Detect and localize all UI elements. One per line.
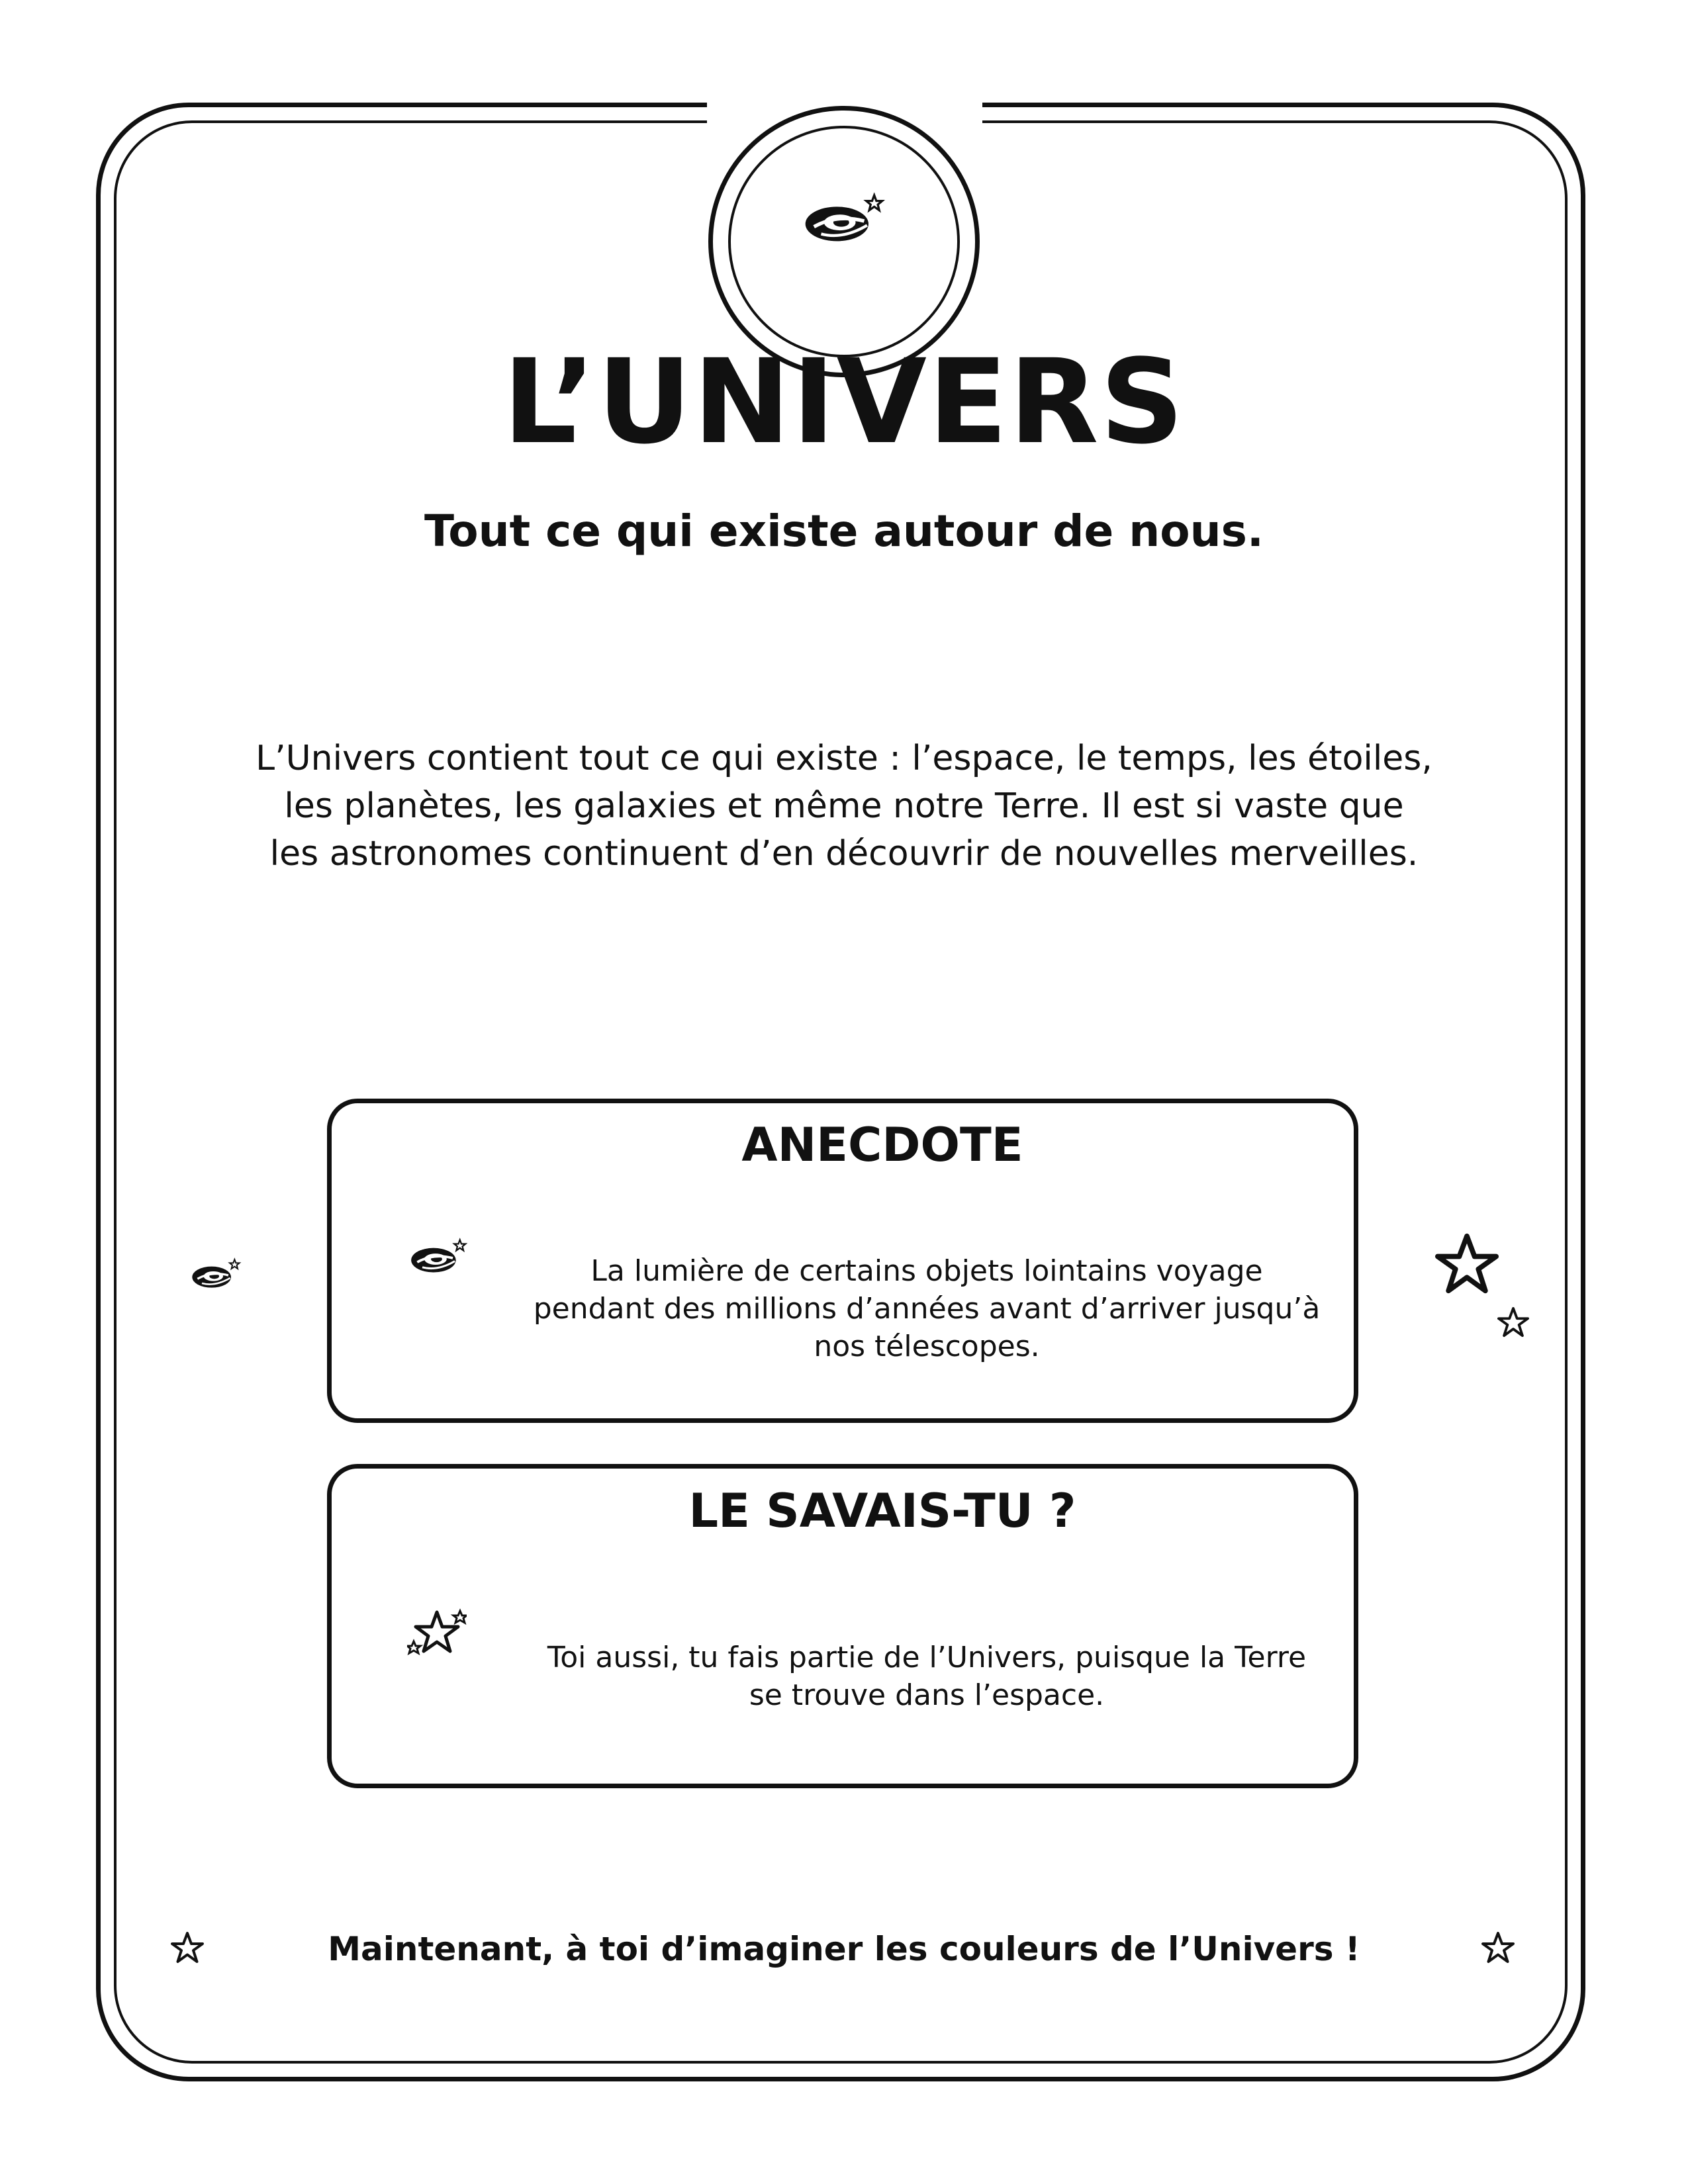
star-icon (1497, 1306, 1529, 1338)
intro-line: les astronomes continuent d’en découvrir de nouvelles merveilles. (269, 834, 1419, 874)
anecdote-text (523, 1252, 1331, 1365)
galaxy-icon (800, 192, 886, 250)
intro-paragraph (218, 735, 1470, 878)
page-subtitle: Tout ce qui existe autour de nous. (424, 506, 1264, 557)
did-you-know-line: Toi aussi, tu fais partie de l’Univers, puisque la Terre (547, 1641, 1307, 1674)
did-you-know-heading: LE SAVAIS-TU ? (688, 1484, 1076, 1538)
galaxy-icon (189, 1257, 242, 1293)
galaxy-icon (407, 1238, 468, 1279)
anecdote-heading: ANECDOTE (741, 1118, 1023, 1172)
did-you-know-text (523, 1639, 1331, 1714)
anecdote-line: nos télescopes. (814, 1330, 1040, 1363)
anecdote-line: La lumière de certains objets lointains voyage (590, 1254, 1263, 1288)
star-icon (1435, 1232, 1499, 1296)
anecdote-line: pendant des millions d’années avant d’arriver jusqu’à (533, 1292, 1321, 1326)
intro-line: L’Univers contient tout ce qui existe : l’espace, le temps, les étoiles, (256, 739, 1432, 778)
intro-line: les planètes, les galaxies et même notre Terre. Il est si vaste que (284, 786, 1404, 826)
did-you-know-line: se trouve dans l’espace. (749, 1678, 1105, 1712)
page-title: L’UNIVERS (502, 334, 1186, 470)
stars-icon (407, 1608, 467, 1661)
closing-text: Maintenant, à toi d’imaginer les couleurs de l’Univers ! (328, 1930, 1360, 1968)
